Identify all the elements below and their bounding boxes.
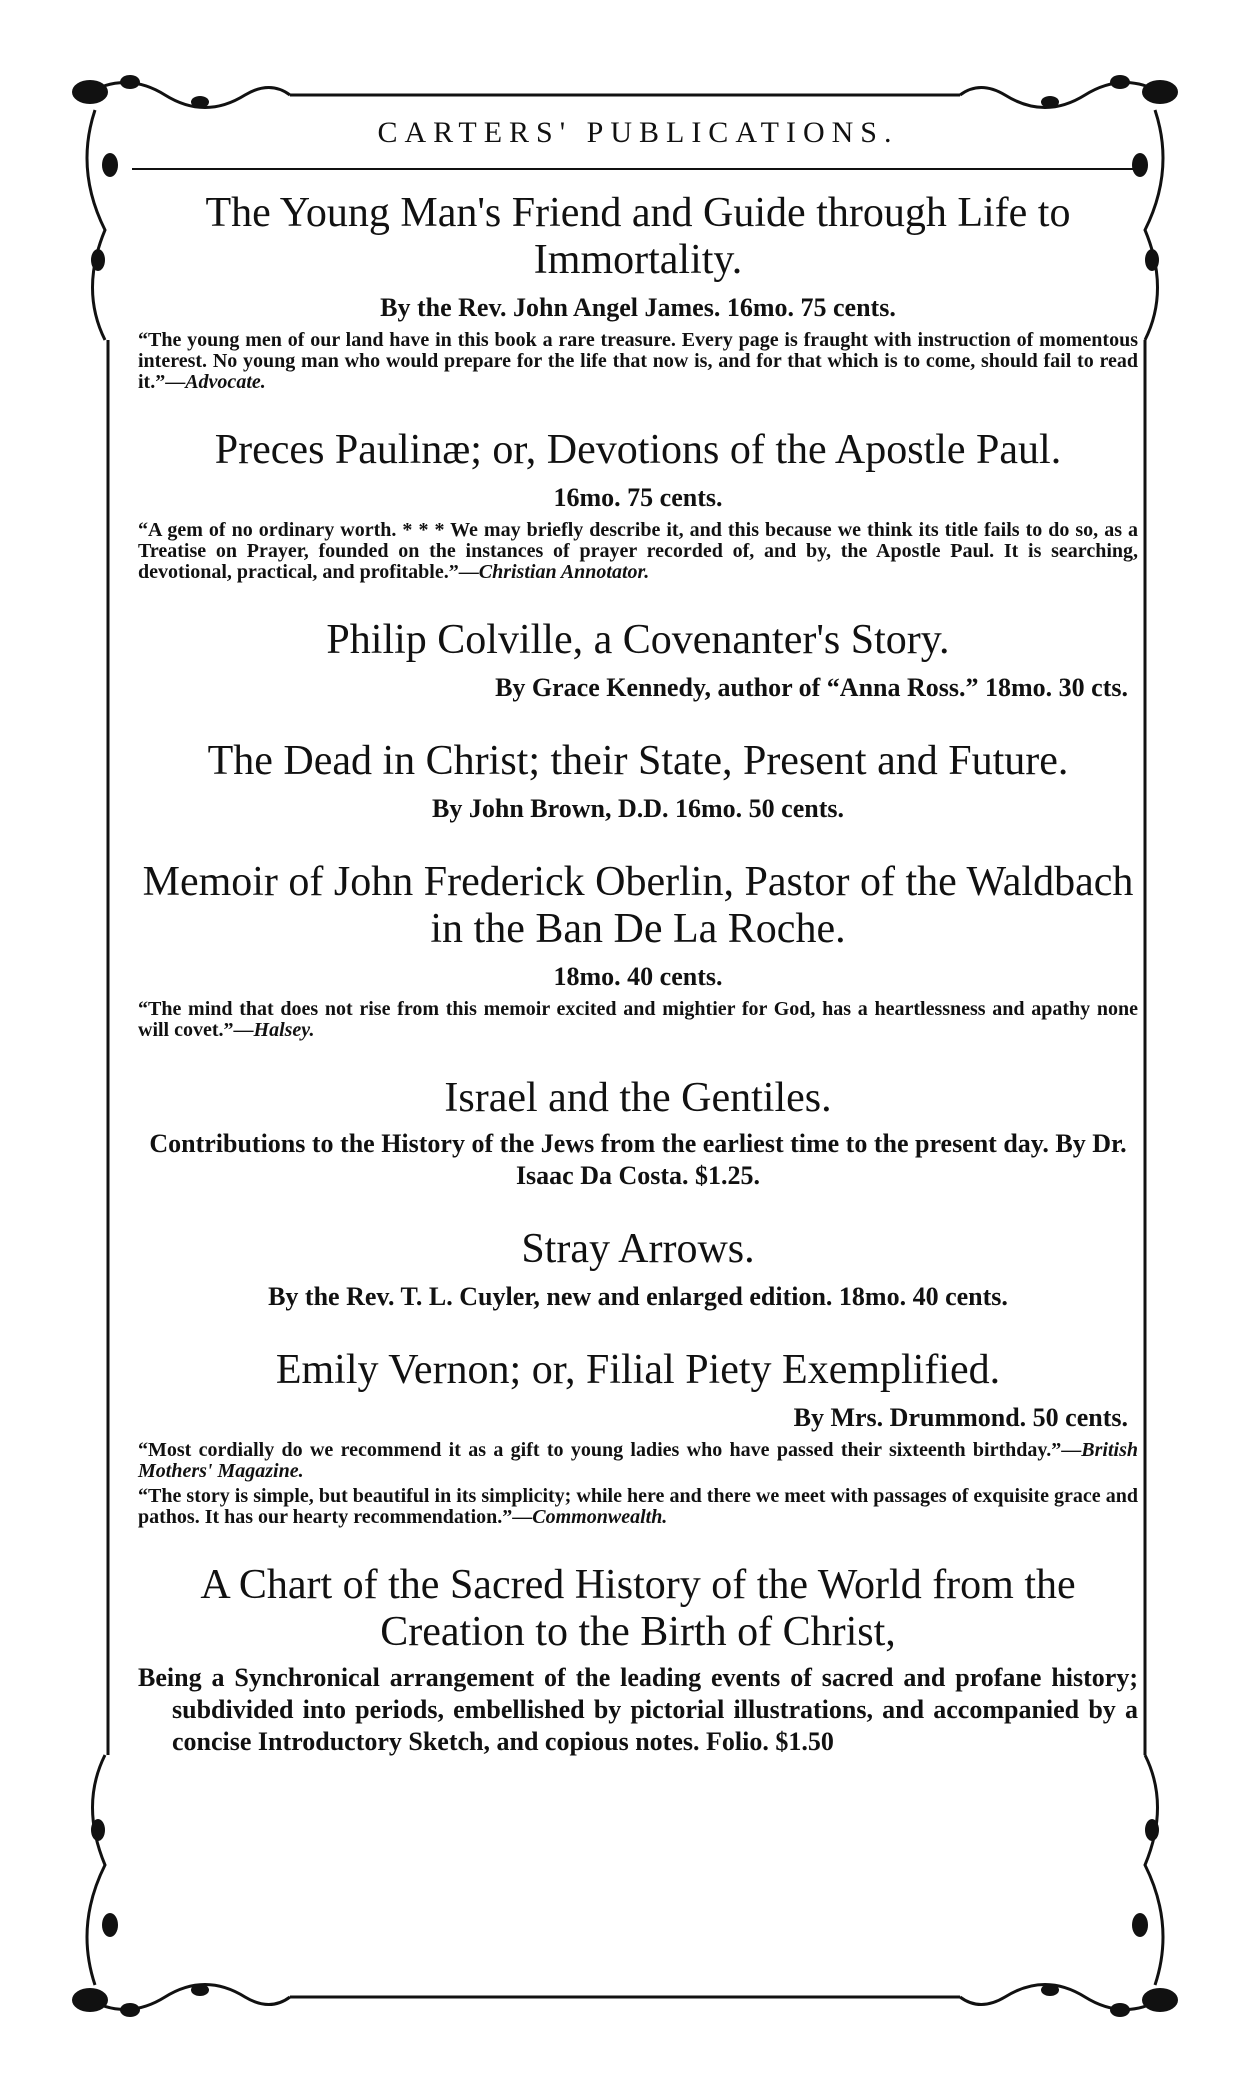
book-title: Emily Vernon; or, Filial Piety Exemplified. bbox=[275, 1347, 1001, 1393]
book-description: Being a Synchronical arrangement of the leading events of sacred and profane history; subdivided into periods, embellished by pictorial illustrations, and accompanied by a concise Introductory Sketch, and copious notes. Folio. $1.50 bbox=[138, 1663, 1138, 1756]
book-meta: By Grace Kennedy, author of “Anna Ross.” 18mo. 30 cts. bbox=[495, 673, 1128, 702]
book-entry bbox=[138, 617, 1138, 704]
book-title: The Dead in Christ; their State, Present and Future. bbox=[207, 738, 1069, 784]
book-entry bbox=[138, 738, 1138, 825]
book-description: Contributions to the History of the Jews from the earliest time to the present day. By Dr. Isaac Da Costa. $1.25. bbox=[149, 1129, 1127, 1190]
header-rule bbox=[132, 168, 1144, 170]
book-title: Stray Arrows. bbox=[521, 1226, 755, 1272]
book-title: Israel and the Gentiles. bbox=[444, 1075, 832, 1121]
book-entry bbox=[138, 427, 1138, 583]
review-source: British Mothers' Magazine. bbox=[138, 1439, 1138, 1482]
book-meta: 16mo. 75 cents. bbox=[553, 483, 723, 512]
book-entry bbox=[138, 1562, 1138, 1758]
review-source: Halsey. bbox=[253, 1019, 315, 1041]
book-entry bbox=[138, 1226, 1138, 1313]
book-meta: 18mo. 40 cents. bbox=[553, 962, 723, 991]
book-review: “The young men of our land have in this book a rare treasure. Every page is fraught with instruction of momentous interest. No young man who would prepare for the life that now is, and for that which is to come, should fail to read it.”—Advocate. bbox=[138, 329, 1138, 393]
book-title: Philip Colville, a Covenanter's Story. bbox=[326, 617, 950, 663]
book-review: “The story is simple, but beautiful in its simplicity; while here and there we meet with passages of exquisite grace and pathos. It has our hearty recommendation.”—Commonwealth. bbox=[138, 1485, 1138, 1528]
book-review: “The mind that does not rise from this memoir excited and mightier for God, has a heartlessness and apathy none will covet.”—Halsey. bbox=[138, 998, 1138, 1041]
book-entry bbox=[138, 1347, 1138, 1528]
book-entry bbox=[138, 1075, 1138, 1192]
book-review: “A gem of no ordinary worth. * * * We may briefly describe it, and this because we think its title fails to do so, as a Treatise on Prayer, founded on the instances of prayer recorded of, and by, the Apostle Paul. It is searching, devotional, practical, and profitable.”—Christian Annotator. bbox=[138, 519, 1138, 583]
book-title: Memoir of John Frederick Oberlin, Pastor of the Waldbach in the Ban De La Roche. bbox=[142, 859, 1134, 952]
book-meta: By John Brown, D.D. 16mo. 50 cents. bbox=[432, 794, 844, 823]
book-meta: By the Rev. T. L. Cuyler, new and enlarged edition. 18mo. 40 cents. bbox=[268, 1282, 1008, 1311]
book-title: Preces Paulinæ; or, Devotions of the Apostle Paul. bbox=[214, 427, 1062, 473]
review-source: Commonwealth. bbox=[532, 1506, 668, 1528]
book-title: A Chart of the Sacred History of the World from the Creation to the Birth of Christ, bbox=[200, 1562, 1076, 1655]
book-meta: By the Rev. John Angel James. 16mo. 75 cents. bbox=[380, 293, 896, 322]
book-title: The Young Man's Friend and Guide through Life to Immortality. bbox=[205, 190, 1071, 283]
book-entry bbox=[138, 190, 1138, 393]
review-source: Advocate. bbox=[185, 371, 266, 393]
advert-page bbox=[138, 110, 1138, 1792]
page-header: CARTERS' PUBLICATIONS. bbox=[377, 116, 899, 149]
book-review: “Most cordially do we recommend it as a gift to young ladies who have passed their sixteenth birthday.”—British Mothers' Magazine. bbox=[138, 1439, 1138, 1482]
book-meta: By Mrs. Drummond. 50 cents. bbox=[793, 1403, 1128, 1432]
book-entry bbox=[138, 859, 1138, 1041]
review-source: Christian Annotator. bbox=[478, 561, 650, 583]
